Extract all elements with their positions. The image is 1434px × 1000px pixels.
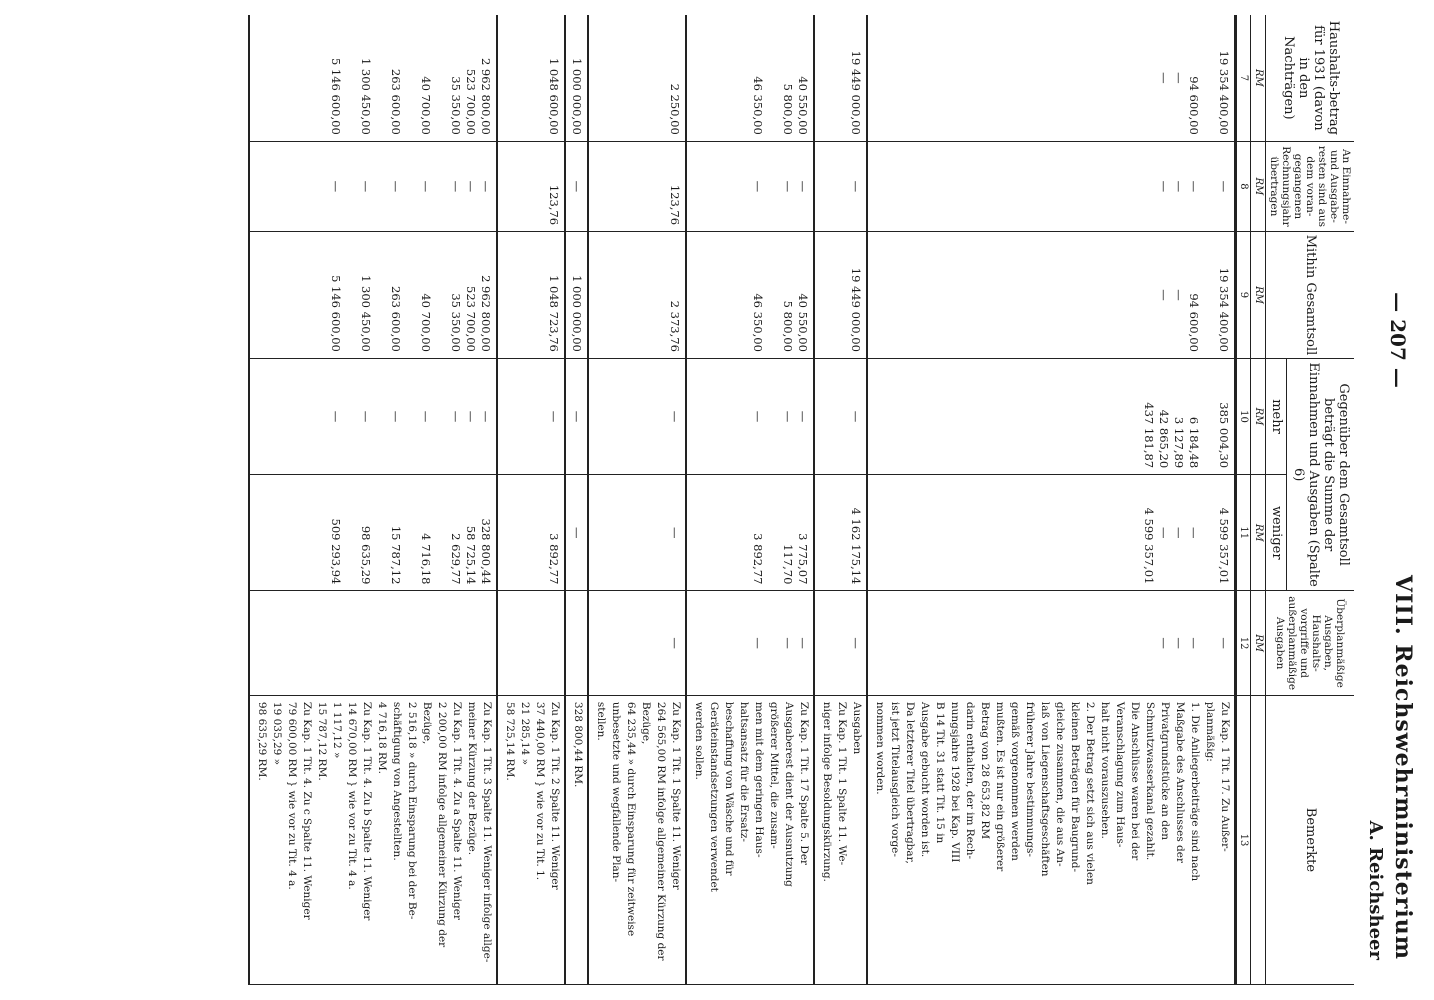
table-row <box>686 15 814 985</box>
table-row <box>565 15 588 985</box>
cell-value: — <box>1171 180 1186 193</box>
remark-line: 58 725,14 RM. <box>503 701 516 781</box>
col-8-header: An Einnahme-und Ausgabe-resten sind aus dem voran-gegangenen Rechnungsjahr übertragen <box>1265 141 1354 231</box>
col-12-header: Überplanmäßige Ausgaben, Haushalts-vorgriffe und außerplanmäßige Ausgaben <box>1265 591 1354 696</box>
unit-13 <box>1251 695 1266 984</box>
cell-value: — <box>667 410 682 423</box>
cell-value: 94 600,00 <box>1186 76 1201 135</box>
cell-value: 46 350,00 <box>750 76 765 135</box>
cell-value: — <box>1171 527 1186 539</box>
cell-value: — <box>463 410 478 423</box>
colnum-10: 10 <box>1235 358 1251 474</box>
remark-line: Ausgaberest dient der Ausnutzung <box>782 701 795 887</box>
remark-line: Maßgabe des Anschlusses der <box>1173 701 1186 863</box>
cell-value: 2 373,76 <box>667 300 682 352</box>
table-row <box>867 15 1236 985</box>
remark-line: Zu Kap. 1 Tit. 1 Spalte 11. We- <box>835 701 848 866</box>
cell-c7 <box>497 15 565 141</box>
cell-value: — <box>1156 637 1171 649</box>
cell-value <box>403 148 418 225</box>
table-row <box>497 15 565 985</box>
remark-line: 2. Der Betrag setzt sich aus vielen <box>1083 701 1096 885</box>
cell-c10 <box>565 358 588 474</box>
cell-c11 <box>686 475 814 591</box>
cell-value: — <box>358 180 373 193</box>
cell-value <box>1201 597 1216 689</box>
remark-line: Bezüge, <box>420 701 433 745</box>
remark-line: werden sollen. <box>692 701 705 780</box>
cell-value: — <box>388 410 403 423</box>
remark-line: Zu Kap. 1 Tit. 4. Zu b Spalte 11. Weniger <box>360 701 373 921</box>
remark-line: 4 716,18 RM. <box>375 701 388 774</box>
cell-value <box>765 481 780 584</box>
cell-value <box>433 238 448 352</box>
remark-line: haltsansatz für die Ersatz- <box>737 701 750 842</box>
remark-line: Die Anschlüsse waren bei der <box>1128 701 1141 861</box>
cell-value: — <box>448 410 463 423</box>
cell-c12 <box>814 591 867 696</box>
cell-value: 1 000 000,00 <box>569 275 584 352</box>
cell-value: — <box>1216 180 1231 193</box>
remark-line: 64 235,44 » durch Einsparung für zeitweise <box>624 701 637 937</box>
cell-value <box>765 148 780 225</box>
remark-line: ist jetzt Titelausgleich vorge- <box>888 701 901 857</box>
cell-value: — <box>848 180 863 193</box>
remark-line: Da letzterer Titel übertragbar, <box>903 701 916 864</box>
cell-value <box>765 597 780 689</box>
cell-value: — <box>1156 72 1171 84</box>
cell-c8 <box>814 141 867 231</box>
colnum-13: 13 <box>1235 695 1251 984</box>
cell-value <box>433 481 448 584</box>
cell-value: — <box>569 410 584 423</box>
cell-value: — <box>478 180 493 193</box>
cell-value: — <box>795 637 810 649</box>
cell-value: 4 599 357,01 <box>1141 507 1156 585</box>
cell-c11 <box>814 475 867 591</box>
cell-value: — <box>750 637 765 649</box>
cell-value <box>403 365 418 468</box>
remark-line: Zu Kap. 1 Tit. 17. Zu Außer- <box>1218 701 1231 852</box>
cell-c11 <box>867 475 1236 591</box>
cell-value: — <box>358 410 373 423</box>
cell-value: 46 350,00 <box>750 293 765 352</box>
cell-value: — <box>569 527 584 539</box>
unit-10: RM <box>1251 358 1266 474</box>
section-title: A. Reichsheer <box>1365 820 1386 960</box>
remark-line: größerer Mittel, die zusam- <box>767 701 780 849</box>
cell-value: 19 354 400,00 <box>1216 50 1231 135</box>
cell-value: — <box>328 410 343 423</box>
unit-7: RM <box>1251 15 1266 141</box>
cell-c8 <box>249 141 497 231</box>
cell-c12 <box>867 591 1236 696</box>
remark-line: 14 670,00 RM } wie vor zu Tit. 4 a. <box>345 701 358 890</box>
column-number-row <box>1235 15 1251 985</box>
cell-value: — <box>569 180 584 193</box>
cell-value <box>1201 238 1216 352</box>
cell-value: — <box>750 180 765 193</box>
remark-line: Geräteinstandsetzungen verwendet <box>707 701 720 892</box>
cell-c8 <box>686 141 814 231</box>
cell-value: 437 181,87 <box>1141 402 1156 469</box>
cell-value: 2 962 800,00 <box>478 57 493 135</box>
remark-cell <box>565 695 588 984</box>
cell-c10 <box>867 358 1236 474</box>
cell-value <box>403 21 418 135</box>
cell-c10 <box>686 358 814 474</box>
remark-line: B 14 Tit. 31 statt Tit. 15 in <box>933 701 946 844</box>
cell-value: 6 184,48 <box>1186 416 1201 469</box>
colnum-7: 7 <box>1235 15 1251 141</box>
cell-value: — <box>780 410 795 423</box>
cell-value: — <box>418 180 433 193</box>
colnum-12: 12 <box>1235 591 1251 696</box>
cell-value <box>765 21 780 135</box>
remark-line: Betrag von 28 653,82 RM <box>978 701 991 840</box>
table-row <box>814 15 867 985</box>
remark-line: Zu Kap. 1 Tit. 4. Zu c Spalte 11. Weniger <box>300 701 313 920</box>
remark-cell <box>814 695 867 984</box>
cell-c7 <box>814 15 867 141</box>
cell-value: 1 048 600,00 <box>546 57 561 135</box>
header-row <box>1286 15 1354 985</box>
cell-c11 <box>565 475 588 591</box>
remark-cell <box>249 695 497 984</box>
cell-value: 3 775,07 <box>795 533 810 585</box>
remark-line: Zu Kap. 1 Tit. 17 Spalte 5. Der <box>797 701 810 866</box>
cell-value <box>433 21 448 135</box>
cell-value: — <box>795 410 810 423</box>
cell-value <box>373 21 388 135</box>
remark-line: Ausgabe gebucht worden ist. <box>918 701 931 858</box>
remark-line: 1 117,12 » <box>330 701 343 759</box>
remark-line: men mit dem geringen Haus- <box>752 701 765 858</box>
cell-c10 <box>814 358 867 474</box>
cell-value <box>373 148 388 225</box>
remark-line: Ausgaben <box>850 701 863 755</box>
cell-c10 <box>497 358 565 474</box>
remark-line: Zu Kap. 1 Tit. 1 Spalte 11. Weniger <box>669 701 682 890</box>
cell-value: 1 000 000,00 <box>569 57 584 135</box>
cell-value: 263 600,00 <box>388 286 403 352</box>
cell-value: 5 800,00 <box>780 83 795 135</box>
remark-line: nungsjahre 1928 bei Kap. VIII <box>948 701 961 863</box>
unit-11: RM <box>1251 475 1266 591</box>
unit-row <box>1251 15 1266 985</box>
cell-c9 <box>814 232 867 359</box>
cell-value: 19 449 000,00 <box>848 50 863 135</box>
cell-value: 328 800,44 <box>478 518 493 585</box>
cell-value <box>1201 481 1216 584</box>
cell-value: 40 700,00 <box>418 293 433 352</box>
remark-line: planmäßig: <box>1203 701 1216 762</box>
unit-12: RM <box>1251 591 1266 696</box>
remark-line: gleiche zusammen, die aus An- <box>1053 701 1066 867</box>
cell-value: — <box>1186 527 1201 539</box>
cell-value: — <box>780 180 795 193</box>
cell-c9 <box>867 232 1236 359</box>
cell-value <box>373 238 388 352</box>
remark-line: Bezüge, <box>639 701 652 745</box>
cell-c10 <box>588 358 686 474</box>
cell-value: 35 350,00 <box>448 293 463 352</box>
col-13-header: Bemerkte <box>1265 695 1354 984</box>
cell-value: — <box>463 180 478 193</box>
cell-c8 <box>565 141 588 231</box>
cell-value: 123,76 <box>546 184 561 226</box>
remark-line: kleinen Beträgen für Baugrund- <box>1068 701 1081 873</box>
remark-line: 2 516,18 » durch Einsparung bei der Be- <box>405 701 418 920</box>
cell-value: 385 004,30 <box>1216 402 1231 469</box>
remark-line: 19 035,29 » <box>270 701 283 766</box>
remark-line: schäftigung von Angestellten. <box>390 701 403 861</box>
cell-value <box>1201 365 1216 468</box>
cell-value <box>546 597 561 689</box>
cell-value: — <box>478 410 493 423</box>
remark-line: beschaffung von Wäsche und für <box>722 701 735 876</box>
remark-line: 15 787,12 RM. <box>315 701 328 781</box>
cell-value <box>765 365 780 468</box>
cell-value <box>343 481 358 584</box>
cell-value <box>343 238 358 352</box>
cell-value: 40 700,00 <box>418 76 433 135</box>
remark-cell <box>588 695 686 984</box>
cell-c9 <box>497 232 565 359</box>
cell-value: — <box>1171 289 1186 301</box>
col-11-header: weniger <box>1265 475 1286 591</box>
cell-value <box>343 148 358 225</box>
cell-value: 58 725,14 <box>463 525 478 585</box>
cell-c9 <box>565 232 588 359</box>
cell-value <box>569 597 584 689</box>
cell-value: 263 600,00 <box>388 68 403 135</box>
cell-value <box>765 238 780 352</box>
table-body <box>249 15 1236 985</box>
col-9-header: Mithin Gesamtsoll <box>1265 232 1354 359</box>
unit-9: RM <box>1251 232 1266 359</box>
cell-c8 <box>588 141 686 231</box>
cell-value: 94 600,00 <box>1186 293 1201 352</box>
cell-c7 <box>249 15 497 141</box>
cell-value: 117,70 <box>780 544 795 585</box>
cell-c7 <box>867 15 1236 141</box>
cell-value: 5 146 600,00 <box>328 275 343 352</box>
cell-value: 2 962 800,00 <box>478 275 493 352</box>
cell-value <box>343 365 358 468</box>
cell-value: 5 800,00 <box>780 300 795 352</box>
cell-c12 <box>249 591 497 696</box>
cell-value: 35 350,00 <box>448 76 463 135</box>
cell-value: — <box>667 637 682 649</box>
cell-c9 <box>686 232 814 359</box>
cell-value: — <box>328 180 343 193</box>
cell-value: — <box>1171 637 1186 649</box>
remark-cell <box>497 695 565 984</box>
cell-value: — <box>1186 637 1201 649</box>
table-row <box>249 15 497 985</box>
cell-value <box>433 148 448 225</box>
cell-value: 4 716,18 <box>418 533 433 585</box>
remark-line: niger infolge Besoldungskürzung. <box>820 701 833 882</box>
remark-line: gemäß vorgenommen werden <box>1008 701 1021 861</box>
cell-value: 509 293,94 <box>328 518 343 585</box>
remark-line: 21 285,14 » <box>518 701 531 766</box>
remark-line: stellen. <box>594 701 607 741</box>
cell-value: 42 865,20 <box>1156 409 1171 469</box>
cell-c11 <box>497 475 565 591</box>
cell-value: 2 629,77 <box>448 533 463 585</box>
cell-value: 123,76 <box>667 184 682 226</box>
cell-c8 <box>497 141 565 231</box>
cell-value: 4 599 357,01 <box>1216 507 1231 585</box>
cell-value <box>343 21 358 135</box>
cell-value: — <box>418 410 433 423</box>
cell-value: — <box>780 637 795 649</box>
cell-value: — <box>1186 180 1201 193</box>
cell-value: 98 635,29 <box>358 525 373 585</box>
cell-c12 <box>565 591 588 696</box>
cell-c12 <box>497 591 565 696</box>
colnum-9: 9 <box>1235 232 1251 359</box>
remark-line: mußten. Es ist nur ein größerer <box>993 701 1006 872</box>
remark-cell <box>867 695 1236 984</box>
cell-c9 <box>588 232 686 359</box>
remark-line: nommen worden. <box>873 701 886 795</box>
colnum-11: 11 <box>1235 475 1251 591</box>
cell-value: 40 550,00 <box>795 293 810 352</box>
cell-value <box>433 365 448 468</box>
remark-line: laß von Liegenschaftsgeschäften <box>1038 701 1051 877</box>
budget-table <box>248 15 1354 985</box>
remark-line: 79 600,00 RM } wie vor zu Tit. 4 a. <box>285 701 298 890</box>
remark-line: Schmutzwasserkanal gezahlt. <box>1143 701 1156 861</box>
cell-c11 <box>588 475 686 591</box>
cell-value: — <box>795 180 810 193</box>
cell-value: 3 892,77 <box>546 533 561 585</box>
cell-value: — <box>1156 289 1171 301</box>
cell-value: 3 892,77 <box>750 533 765 585</box>
cell-value <box>373 481 388 584</box>
unit-8: RM <box>1251 141 1266 231</box>
remark-line: Veranschlagung zum Haus- <box>1113 701 1126 848</box>
remark-line: meiner Kürzung der Bezüge. <box>465 701 478 856</box>
cell-value: 15 787,12 <box>388 525 403 585</box>
cell-c9 <box>249 232 497 359</box>
page-number: — 207 — <box>1386 292 1410 388</box>
col-10-header: mehr <box>1265 358 1286 474</box>
cell-c10 <box>249 358 497 474</box>
remark-line: 328 800,44 RM. <box>571 701 584 788</box>
cell-value: — <box>667 527 682 539</box>
remark-line: 98 635,29 RM. <box>255 701 268 781</box>
cell-value: — <box>750 410 765 423</box>
table-row <box>588 15 686 985</box>
remark-cell <box>686 695 814 984</box>
cell-value: — <box>1156 527 1171 539</box>
remark-line: 2 200,00 RM infolge allgemeiner Kürzung der <box>435 701 448 948</box>
cell-c12 <box>588 591 686 696</box>
cell-value: 523 700,00 <box>463 286 478 352</box>
cell-value: — <box>448 180 463 193</box>
cell-value: — <box>546 410 561 423</box>
remark-line: Zu Kap. 1 Tit. 3 Spalte 11. Weniger infolge allge- <box>480 701 493 963</box>
cell-value: 5 146 600,00 <box>328 57 343 135</box>
cell-value: 4 162 175,14 <box>848 507 863 585</box>
cell-value: 1 300 450,00 <box>358 57 373 135</box>
cell-c7 <box>588 15 686 141</box>
remark-line: früherer Jahre bestimmungs- <box>1023 701 1036 857</box>
remark-line: 264 565,00 RM infolge allgemeiner Kürzung der <box>654 701 667 961</box>
cell-value <box>403 238 418 352</box>
cell-value: — <box>848 637 863 649</box>
cell-value: 3 127,89 <box>1171 416 1186 469</box>
remark-line: Privatgrundstücke an den <box>1158 701 1171 840</box>
cell-value: — <box>388 180 403 193</box>
colnum-8: 8 <box>1235 141 1251 231</box>
remark-line: halt nicht vorauszusehen. <box>1098 701 1111 839</box>
cell-value: 523 700,00 <box>463 68 478 135</box>
chapter-title: VIII. Reichswehrministerium <box>1390 575 1416 960</box>
cell-value: 2 250,00 <box>667 83 682 135</box>
cell-value: — <box>1216 637 1231 649</box>
col-7-header: Haushalts-betrag für 1931 (davon in den Nachträgen) <box>1265 15 1354 141</box>
cell-value: 19 354 400,00 <box>1216 267 1231 352</box>
cell-value: 1 048 723,76 <box>546 275 561 352</box>
remark-line: Zu Kap. 1 Tit. 2 Spalte 11. Weniger <box>548 701 561 890</box>
remark-line: Zu Kap. 1 Tit. 4. Zu a Spalte 11. Weniger <box>450 701 463 920</box>
remark-line: 1. Die Anliegerbeiträge sind nach <box>1188 701 1201 882</box>
cell-value <box>373 365 388 468</box>
cell-value: 19 449 000,00 <box>848 267 863 352</box>
cell-value: 1 300 450,00 <box>358 275 373 352</box>
col-10-11-header: Gegenüber dem Gesamtsoll beträgt die Summe der Einnahmen und Ausgaben (Spalte 6) <box>1286 358 1354 591</box>
cell-c11 <box>249 475 497 591</box>
remark-line: unbesetzte und wegfallende Plan- <box>609 701 622 883</box>
cell-value <box>403 481 418 584</box>
cell-value: — <box>1156 180 1171 193</box>
cell-value <box>1201 148 1216 225</box>
remark-line: 37 440,00 RM } wie vor zu Tit. 1. <box>533 701 546 881</box>
remark-line: darin enthalten, der im Rech- <box>963 701 976 860</box>
cell-value: 40 550,00 <box>795 76 810 135</box>
cell-c7 <box>686 15 814 141</box>
cell-value: — <box>848 410 863 423</box>
cell-c12 <box>686 591 814 696</box>
cell-c8 <box>867 141 1236 231</box>
cell-c7 <box>565 15 588 141</box>
cell-value <box>478 597 493 689</box>
cell-value: — <box>1171 72 1186 84</box>
cell-value <box>1201 21 1216 135</box>
